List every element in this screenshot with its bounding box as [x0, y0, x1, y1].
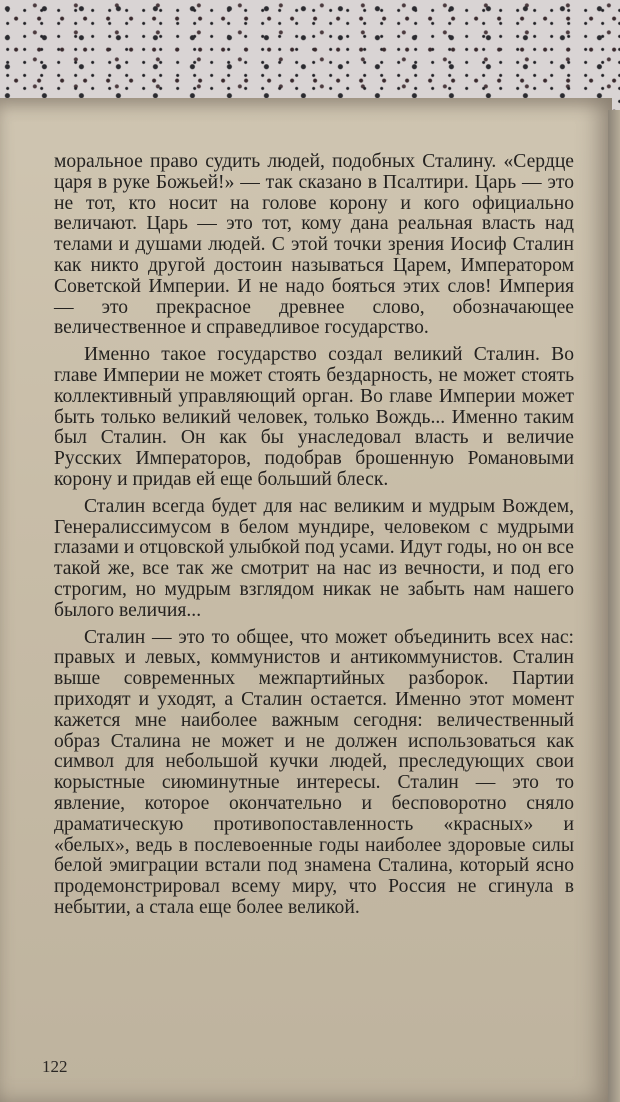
page-number: 122 [42, 1057, 68, 1076]
paragraph-4: Сталин — это то общее, что может объединить всех нас: правых и левых, коммунистов и антикоммунистов. Сталин выше современных межпартийных разборок. Партии приходят и уходят, а Сталин остается. Именно этот момент кажется мне наиболее важным сегодня: величественный образ Сталина не может и не должен использоваться как символ для небольшой кучки людей, преследующих свои корыстные сиюминутные интересы. Сталин — это то явление, которое окончательно и бесповоротно сняло драматическую противопоставленность «красных» и «белых», ведь в послевоенные годы наиболее здоровые силы белой эмиграции встали под знамена Сталина, который ясно продемонстрировал всему миру, что Россия не сгинула в небытии, а стала еще более великой. [54, 626, 574, 918]
paragraph-3: Сталин всегда будет для нас великим и мудрым Вождем, Генералиссимусом в белом мундире, человеком с мудрыми глазами и отцовской улыбкой под усами. Идут годы, но он все такой же, все так же смотрит на нас из вечности, и под его строгим, но мудрым взглядом никак не забыть нам нашего былого величия... [54, 495, 574, 621]
paragraph-2: Именно такое государство создал великий Сталин. Во главе Империи не может стоять бездарность, не может стоять коллективный управляющий орган. Во главе Империи может быть только великий человек, только Вождь... Именно таким был Сталин. Он как бы унаследовал власть и величие Русских Императоров, подобрав брошенную Романовыми корону и придав ей еще больший блеск. [54, 344, 574, 490]
paragraph-1: моральное право судить людей, подобных Сталину. «Сердце царя в руке Божьей!» — так сказано в Псалтири. Царь — это не тот, кто носит на голове корону и кого официально величают. Царь — это тот, кому дана реальная власть над телами и душами людей. С этой точки зрения Иосиф Сталин как никто другой достоин называться Царем, Императором Советской Империи. И не надо бояться этих слов! Империя — это прекрасное древнее слово, обозначающее величественное и справедливое государство. [54, 151, 574, 339]
page-edge [608, 110, 620, 1102]
page-text [54, 152, 574, 919]
